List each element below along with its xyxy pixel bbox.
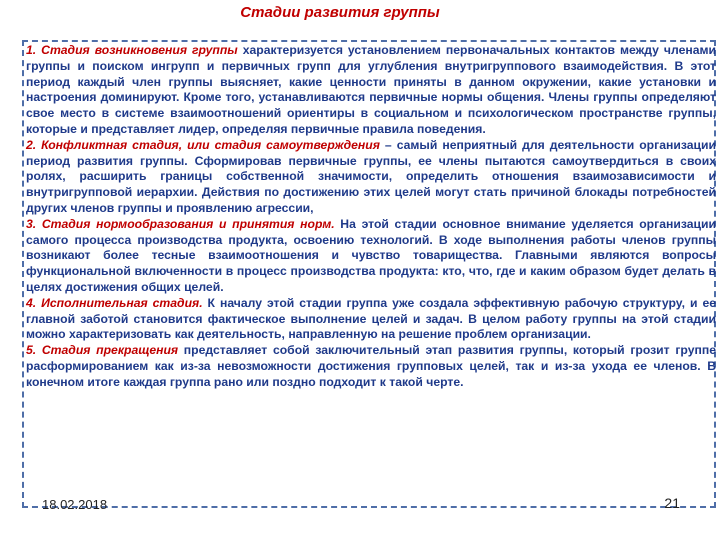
stage-1-text: характеризуется установлением первоначальных контактов между членами группы и поиском ингрупп и первичных групп для углубления внутригруппового взаимодействия. В этот период каждый член группы выясняет, какие ценности приняты в данном окружении, какие установки и настроения доминируют. Кроме того, устанавливаются первичные нормы общения. Члены группы определяют свое место в системе взаимоотношений ориентиры в социальном и психологическом пространстве группы, которые и представляет лидер, определяя первичные правила поведения. <box>26 43 717 136</box>
stage-2-title: 2. Конфликтная стадия, или стадия самоутверждения <box>26 137 380 152</box>
footer-date: 18.02.2018 <box>42 497 108 512</box>
stages-text <box>26 43 716 391</box>
stage-3-title: 3. Стадия нормообразования и принятия норм. <box>26 216 335 231</box>
stage-2-text: – самый неприятный для деятельности организации период развития группы. Сформировав первичные группы, ее члены пытаются самоутвердиться в своих ролях, расширить границы собственной значимости, определить отношения взаимозависимости и внутригрупповой иерархии. Действия по достижению этих целей могут стать причиной блокады потребностей других членов группы и проявлению агрессии, <box>26 137 716 215</box>
stage-4-title: 4. Исполнительная стадия. <box>26 295 203 310</box>
slide-title: Стадии развития группы <box>240 4 440 21</box>
stage-5-text: представляет собой заключительный этап развития группы, который грозит группе расформированием как из-за невозможности достижения групповых целей, так и из-за ухода ее членов. В конечном итоге каждая группа рано или поздно подходит к такой черте. <box>26 343 716 389</box>
stage-4-text: К началу этой стадии группа уже создала эффективную рабочую структуру, и ее главной заботой становится фактическое выполнение целей и задач. В целом работу группы на этой стадии можно характеризовать как деятельность, направленную на решение проблем организации. <box>26 295 716 342</box>
stage-3-text: На этой стадии основное внимание уделяется организации самого процесса производства продукта, освоению технологий. В ходе выполнения работы членов группы возникают более тесные взаимоотношения и чувство товарищества. Главными являются вопросы функциональной включенности в процесс производства продукта: кто, что, где и каким образом будет делать в целях достижения общих целей. <box>26 216 716 294</box>
page-number: 21 <box>664 495 680 511</box>
stage-1-title: 1. Стадия возникновения группы <box>26 43 238 57</box>
stage-5-title: 5. Стадия прекращения <box>26 343 179 358</box>
